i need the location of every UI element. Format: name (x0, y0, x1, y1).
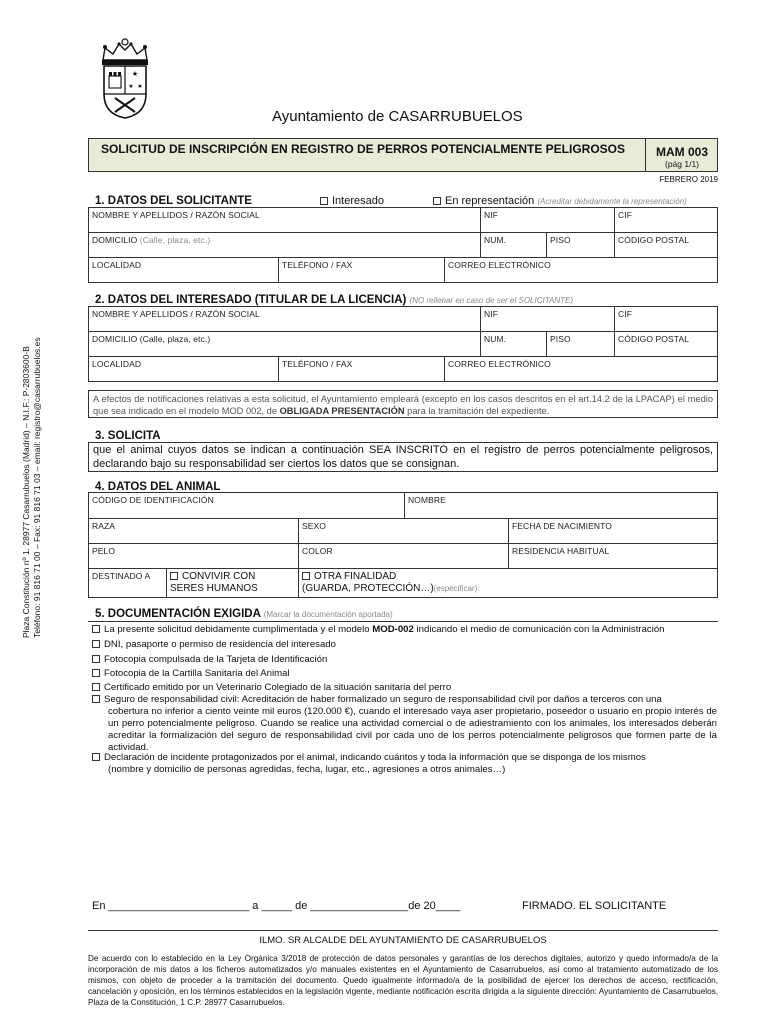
municipality-title: Ayuntamiento de CASARRUBUELOS (272, 108, 523, 125)
section2-title: 2. DATOS DEL INTERESADO (TITULAR DE LA LICENCIA) (NO rellenar en caso de ser el SOLICITANTE) (95, 294, 574, 306)
doc-checkbox[interactable] (92, 669, 100, 677)
s1-correo-field[interactable]: CORREO ELECTRÓNICO (445, 258, 718, 283)
doc-item-solicitud[interactable]: La presente solicitud debidamente cumplimentada y el modelo MOD-002 indicando el medio de comunicación con la Administración (92, 624, 717, 636)
section5-top-rule (88, 621, 718, 622)
representacion-option[interactable]: En representación (Acreditar debidamente la representación) (433, 195, 687, 207)
doc-checkbox[interactable] (92, 753, 100, 761)
otra-finalidad-checkbox[interactable] (302, 572, 310, 580)
doc-item-cartilla[interactable]: Fotocopia de la Cartilla Sanitaria del Animal (92, 668, 717, 680)
doc-checkbox[interactable] (92, 640, 100, 648)
section4-title: 4. DATOS DEL ANIMAL (95, 481, 221, 493)
doc-item-dni[interactable]: DNI, pasaporte o permiso de residencia del interesado (92, 639, 717, 651)
representacion-checkbox[interactable] (433, 197, 441, 205)
doc-item-seguro[interactable]: Seguro de responsabilidad civil: Acreditación de haber formalizado un seguro de responsabilidad civil por daños a terceros con una cobertura no inferior a ciento veinte mil euros (120.000 €), cuando el interesado vaya aser propietario, poseedor o usuario en propio interés de un perro potencialmente peligroso. Cuando se realice una actividad comercial o de adiestramiento con los animales, los interesados deberán acreditar la formalización del seguro de responsabilidad civil por cada uno de los perros potencialmente peligrosos que formen parte de la actividad. (92, 694, 717, 754)
fecha-nacimiento-field[interactable]: FECHA DE NACIMIENTO (509, 519, 718, 544)
otra-finalidad-option[interactable]: OTRA FINALIDAD (GUARDA, PROTECCIÓN…)(especificar): (299, 569, 718, 598)
coat-of-arms-logo (95, 38, 155, 120)
s2-cp-field[interactable]: CÓDIGO POSTAL (615, 332, 718, 357)
s2-cif-field[interactable]: CIF (615, 307, 718, 332)
sexo-field[interactable]: SEXO (299, 519, 509, 544)
s2-num-field[interactable]: NUM. (481, 332, 547, 357)
animal-table (88, 492, 718, 598)
s2-piso-field[interactable]: PISO (547, 332, 615, 357)
signature-label: FIRMADO. EL SOLICITANTE (522, 900, 667, 912)
s2-telefono-field[interactable]: TELÉFONO / FAX (279, 357, 445, 382)
color-field[interactable]: COLOR (299, 544, 509, 569)
s1-localidad-field[interactable]: LOCALIDAD (89, 258, 279, 283)
section1-table (88, 207, 718, 283)
s1-nif-field[interactable]: NIF (481, 208, 615, 233)
form-title: SOLICITUD DE INSCRIPCIÓN EN REGISTRO DE PERROS POTENCIALMENTE PELIGROSOS (100, 142, 626, 156)
s2-localidad-field[interactable]: LOCALIDAD (89, 357, 279, 382)
footer-rule (88, 930, 718, 931)
doc-item-declaracion[interactable]: Declaración de incidente protagonizados por el animal, indicando cuántos y toda la información que se disponga de los mismos (nombre y domicilio de personas agredidas, fecha, lugar, etc., agresiones a otros animales…) (92, 752, 717, 776)
s2-correo-field[interactable]: CORREO ELECTRÓNICO (445, 357, 718, 382)
section2-table (88, 306, 718, 382)
destinado-label: DESTINADO A (89, 569, 167, 598)
s2-domicilio-field[interactable]: DOMICILIO (Calle, plaza, etc.) (89, 332, 481, 357)
svg-text:★: ★ (137, 84, 143, 90)
doc-checkbox[interactable] (92, 695, 100, 703)
doc-item-tarjeta[interactable]: Fotocopia compulsada de la Tarjeta de Identificación (92, 654, 717, 666)
doc-checkbox[interactable] (92, 683, 100, 691)
notification-notice: A efectos de notificaciones relativas a esta solicitud, el Ayuntamiento empleará (excepto en los casos descritos en el art.14.2 de la LPACAP) el medio que sea indicado en el modelo MOD 002, de OBLIGADA PRESENTACIÓN para la tramitación del expediente. (88, 390, 718, 418)
addressee: ILMO. SR ALCALDE DEL AYUNTAMIENTO DE CASARRUBUELOS (259, 935, 547, 946)
side-address-line: Plaza Constitución nº 1. 28977 Casarrubuelos (Madrid) – N.I.F.: P-2803600-B (21, 346, 31, 638)
s1-piso-field[interactable]: PISO (547, 233, 615, 258)
section5-note: (Marcar la documentación aportada) (263, 610, 393, 619)
solicita-text: que el animal cuyos datos se indican a continuación SEA INSCRITO en el registro de perros potencialmente peligrosos, declarando bajo su responsabilidad ser ciertos los datos que se consignan. (88, 442, 718, 472)
s1-cif-field[interactable]: CIF (615, 208, 718, 233)
page-number: (pág 1/1) (664, 159, 700, 169)
raza-field[interactable]: RAZA (89, 519, 299, 544)
side-phone-line: Teléfono: 91 816 71 00 – Fax: 91 816 71 03 – email: registro@casarrubuelos.es (32, 337, 42, 638)
section5-title: 5. DOCUMENTACIÓN EXIGIDA (Marcar la documentación aportada) (95, 608, 393, 620)
section3-title: 3. SOLICITA (95, 430, 161, 442)
side-contact-info (21, 318, 51, 638)
section1-title: 1. DATOS DEL SOLICITANTE (95, 195, 252, 207)
privacy-notice: De acuerdo con lo establecido en la Ley Orgánica 3/2018 de protección de datos personales y garantías de los derechos digitales, autorizo y quedo informado/a de la incorporación de mis datos a los ficheros automatizados y/o manuales existentes en el Ayuntamiento de Casarrubuelos, así como al tratamiento automatizado de los mismos, con objeto de proceder a la tramitación del documento. Quedo igualmente informado/a de la posibilidad de ejercer los derechos de acceso, rectificación, cancelación y oposición, en los términos establecidos en la legislación vigente, mediante notificación escrita dirigida a la siguiente dirección: Ayuntamiento de Casarrubuelos, Plaza de la Constitución, 1 C.P. 28977 Casarrubuelos. (88, 954, 718, 1007)
s2-nif-field[interactable]: NIF (481, 307, 615, 332)
section2-note: (NO rellenar en caso de ser el SOLICITANTE) (409, 296, 574, 305)
s1-telefono-field[interactable]: TELÉFONO / FAX (279, 258, 445, 283)
convivir-option[interactable]: CONVIVIR CON SERES HUMANOS (167, 569, 299, 598)
form-code: MAM 003 (655, 145, 708, 159)
convivir-checkbox[interactable] (170, 572, 178, 580)
s1-num-field[interactable]: NUM. (481, 233, 547, 258)
svg-text:★: ★ (128, 84, 134, 90)
form-title-box (88, 138, 718, 172)
residencia-field[interactable]: RESIDENCIA HABITUAL (509, 544, 718, 569)
codigo-field[interactable]: CÓDIGO DE IDENTIFICACIÓN (89, 493, 405, 519)
interesado-option[interactable]: Interesado (320, 195, 384, 207)
s2-name-field[interactable]: NOMBRE Y APELLIDOS / RAZÓN SOCIAL (89, 307, 481, 332)
signature-place-date[interactable]: En _______________________ a _____ de ________________de 20____ (92, 900, 461, 912)
nombre-field[interactable]: NOMBRE (405, 493, 718, 519)
doc-checkbox[interactable] (92, 625, 100, 633)
pelo-field[interactable]: PELO (89, 544, 299, 569)
form-date: FEBRERO 2019 (659, 175, 718, 184)
interesado-checkbox[interactable] (320, 197, 328, 205)
s1-name-field[interactable]: NOMBRE Y APELLIDOS / RAZÓN SOCIAL (89, 208, 481, 233)
doc-item-certificado[interactable]: Certificado emitido por un Veterinario Colegiado de la situación sanitaria del perro (92, 682, 717, 694)
s1-domicilio-field[interactable]: DOMICILIO (Calle, plaza, etc.) (89, 233, 481, 258)
s1-cp-field[interactable]: CÓDIGO POSTAL (615, 233, 718, 258)
doc-checkbox[interactable] (92, 655, 100, 663)
svg-text:★: ★ (131, 71, 139, 78)
